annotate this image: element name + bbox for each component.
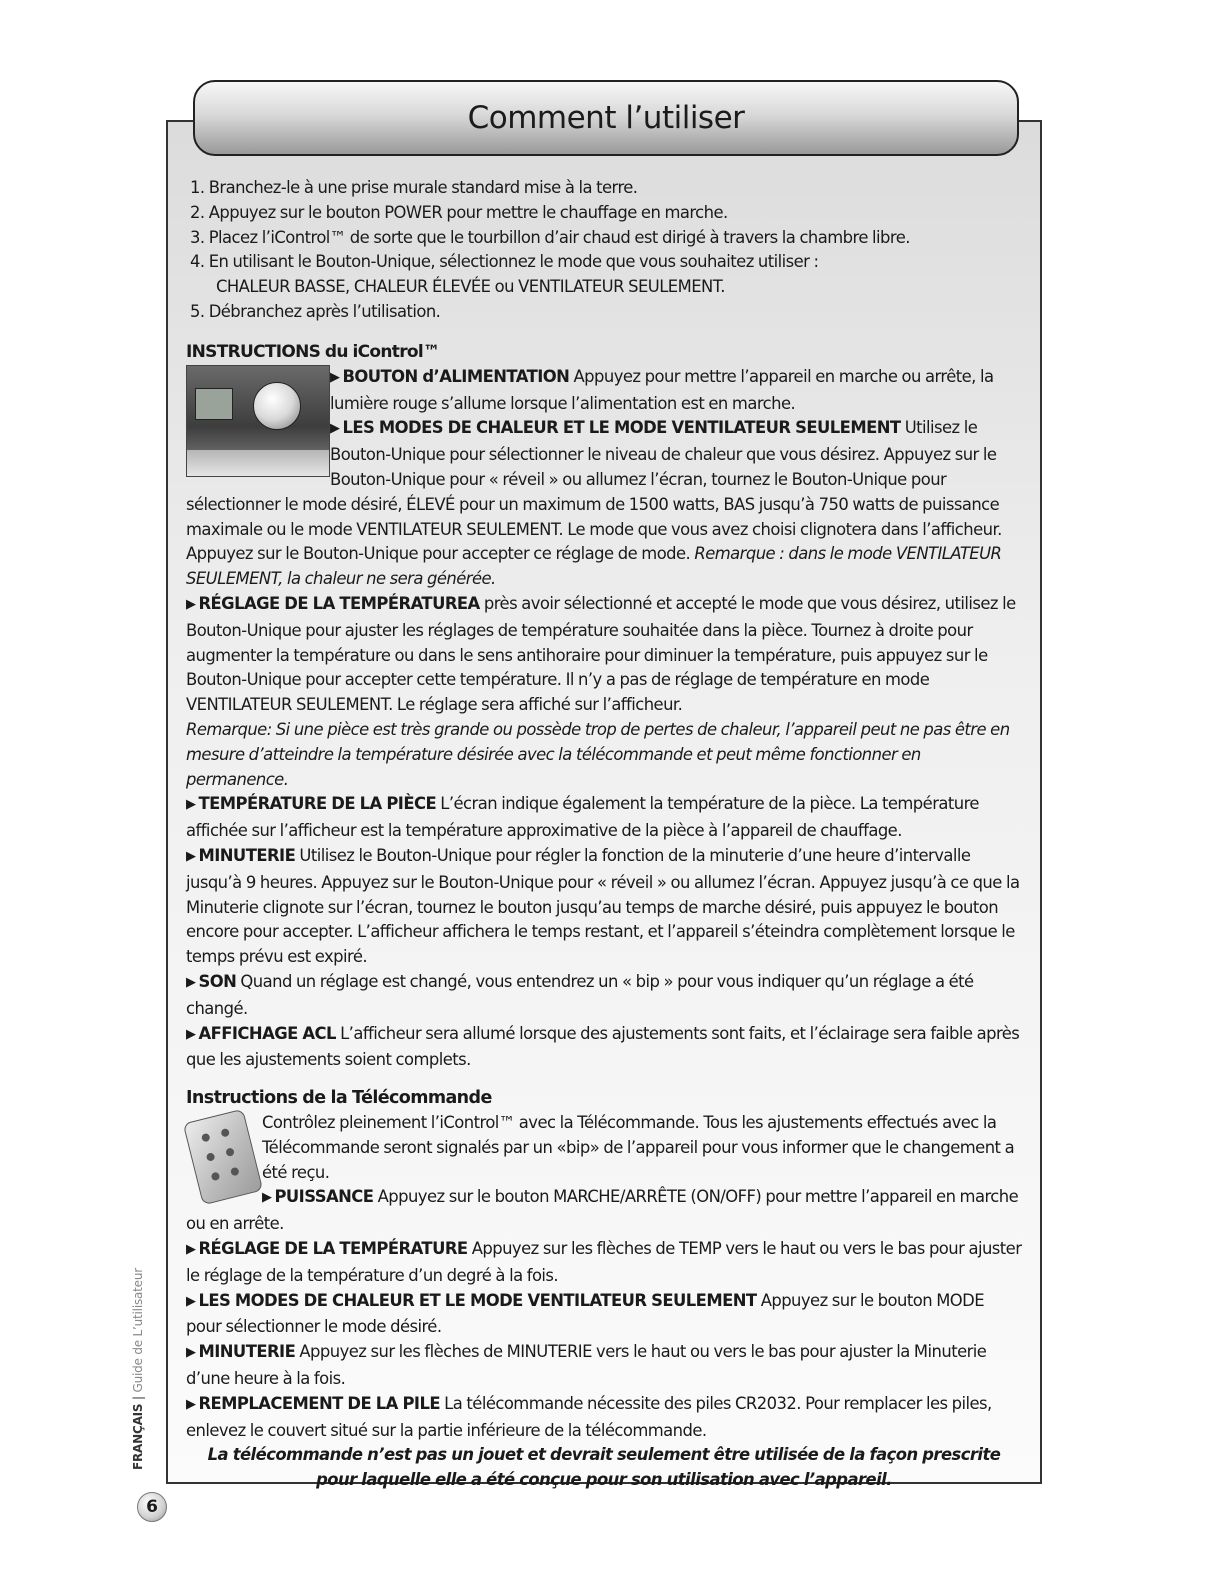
right-triangle-icon: ▶ bbox=[186, 974, 196, 990]
step-4-options: CHALEUR BASSE, CHALEUR ÉLEVÉE ou VENTILATEUR SEULEMENT. bbox=[216, 277, 725, 297]
right-triangle-icon: ▶ bbox=[186, 1242, 196, 1258]
temperature-setting-paragraph: ▶ RÉGLAGE DE LA TEMPÉRATUREA près avoir sélectionné et accepté le mode que vous désirez, utilisez le Bouton-Unique pour ajuster les réglages de température souhaitée dans la pièce. Tournez à droite pour augmenter la température ou dans le sens antihoraire pour diminuer la température, puis appuyez sur le Bouton-Unique pour accepter cette température. Il n’y a pas de réglage de température en mode VENTILATEUR SEULEMENT. Le réglage sera affiché sur l’afficheur. bbox=[186, 593, 1016, 715]
right-triangle-icon: ▶ bbox=[186, 797, 196, 813]
remote-button-icon bbox=[201, 1133, 211, 1143]
remote-intro: Contrôlez pleinement l’iControl™ avec la Télécommande. Tous les ajustements effectués avec la Télécommande seront signalés par un «bip» de l’appareil pour vous informer que le changement a été reçu. bbox=[262, 1113, 1015, 1182]
remote-power-paragraph: ▶ PUISSANCE Appuyez sur le bouton MARCHE/ARRÊTE (ON/OFF) pour mettre l’appareil en marche ou en arrête. bbox=[186, 1187, 1019, 1234]
right-triangle-icon: ▶ bbox=[330, 421, 340, 437]
list-item: 1. Branchez-le à une prise murale standard mise à la terre. bbox=[190, 178, 638, 197]
remote-button-icon bbox=[206, 1152, 216, 1162]
right-triangle-icon: ▶ bbox=[262, 1190, 272, 1206]
list-item: 3. Placez l’iControl™ de sorte que le tourbillon d’air chaud est dirigé à travers la chambre libre. bbox=[190, 227, 910, 247]
icontrol-heading: INSTRUCTIONS du iControl™ bbox=[186, 341, 440, 362]
remote-heading: Instructions de la Télécommande bbox=[186, 1088, 492, 1109]
icontrol-section bbox=[186, 365, 1022, 1073]
remote-button-icon bbox=[211, 1172, 221, 1182]
right-triangle-icon: ▶ bbox=[330, 369, 340, 385]
right-triangle-icon: ▶ bbox=[186, 596, 196, 612]
right-triangle-icon: ▶ bbox=[186, 1345, 196, 1361]
list-item: 2. Appuyez sur le bouton POWER pour mettre le chauffage en marche. bbox=[190, 202, 728, 222]
instructions-body bbox=[186, 176, 1022, 1493]
list-item: 5. Débranchez après l’utilisation. bbox=[190, 301, 441, 321]
remote-section bbox=[186, 1111, 1022, 1493]
remote-temperature-paragraph: ▶ RÉGLAGE DE LA TEMPÉRATURE Appuyez sur les flèches de TEMP vers le haut ou vers le bas pour ajuster le réglage de la température d’un degré à la fois. bbox=[186, 1239, 1022, 1285]
remote-button-icon bbox=[225, 1147, 235, 1157]
usage-steps bbox=[186, 176, 1022, 325]
panel-base bbox=[187, 450, 329, 476]
timer-paragraph: ▶ MINUTERIE Utilisez le Bouton-Unique pour régler la fonction de la minuterie d’une heure d’intervalle jusqu’à 9 heures. Appuyez sur le Bouton-Unique pour « réveil » ou allumez l’écran. Appuyez jusqu’à ce que la Minuterie clignote sur l’écran, tournez le bouton jusqu’au temps de marche désiré, puis appuyez le bouton encore pour accepter. L’afficheur affichera le temps restant, et l’appareil s’éteindra complètement lorsque le temps prévu est expiré. bbox=[186, 845, 1020, 967]
right-triangle-icon: ▶ bbox=[186, 1293, 196, 1309]
list-item: 4. En utilisant le Bouton-Unique, sélectionnez le mode que vous souhaitez utiliser : CHALEUR BASSE, CHALEUR ÉLEVÉE ou VENTILATEUR SEULEMENT. bbox=[190, 250, 1022, 300]
page-number: 6 bbox=[137, 1492, 167, 1522]
lcd-display-paragraph: ▶ AFFICHAGE ACL L’afficheur sera allumé lorsque des ajustements sont faits, et l’éclairage sera faible après que les ajustements soient complets. bbox=[186, 1023, 1020, 1070]
remote-modes-paragraph: ▶ LES MODES DE CHALEUR ET LE MODE VENTILATEUR SEULEMENT Appuyez sur le bouton MODE pour sélectionner le mode désiré. bbox=[186, 1290, 985, 1337]
room-temperature-paragraph: ▶ TEMPÉRATURE DE LA PIÈCE L’écran indique également la température de la pièce. La température affichée sur l’afficheur est la température approximative de la pièce à l’appareil de chauffage. bbox=[186, 794, 979, 841]
sound-paragraph: ▶ SON Quand un réglage est changé, vous entendrez un « bip » pour vous indiquer qu’un réglage a été changé. bbox=[186, 971, 974, 1018]
page-title: Comment l’utiliser bbox=[467, 100, 745, 136]
right-triangle-icon: ▶ bbox=[186, 1026, 196, 1042]
right-triangle-icon: ▶ bbox=[186, 848, 196, 864]
remote-control-image bbox=[186, 1111, 262, 1203]
temperature-note: Remarque: Si une pièce est très grande ou possède trop de pertes de chaleur, l’appareil peut ne pas être en mesure d’atteindre la température désirée avec la télécommande et peut même fonctionner en permanence. bbox=[186, 719, 1010, 789]
lcd-display-icon bbox=[195, 388, 233, 420]
title-banner bbox=[193, 80, 1019, 156]
remote-icon bbox=[183, 1109, 263, 1206]
heat-modes-paragraph: ▶ LES MODES DE CHALEUR ET LE MODE VENTILATEUR SEULEMENT Utilisez le Bouton-Unique pour sélectionner le niveau de chaleur que vous désirez. Appuyez sur le Bouton-Unique pour « réveil » ou allumez l’écran, tournez le Bouton-Unique pour sélectionner le mode désiré, ÉLEVÉ pour un maximum de 1500 watts, BAS jusqu’à 750 watts de puissance maximale ou le mode VENTILATEUR SEULEMENT. Le mode que vous avez choisi clignotera dans l’afficheur. Appuyez sur le Bouton-Unique pour accepter ce réglage de mode. Remarque : dans le mode VENTILATEUR SEULEMENT, la chaleur ne sera générée. bbox=[186, 418, 1002, 589]
safety-warning: La télécommande n’est pas un jouet et devrait seulement être utilisée de la façon prescrite pour laquelle elle a été conçue pour son utilisation avec l’appareil. bbox=[207, 1445, 1001, 1490]
side-running-header: FRANÇAIS | Guide de L’utilisateur bbox=[131, 1268, 145, 1470]
knob-icon bbox=[253, 382, 301, 430]
control-panel-image bbox=[186, 365, 330, 477]
battery-paragraph: ▶ REMPLACEMENT DE LA PILE La télécommande nécessite des piles CR2032. Pour remplacer les piles, enlevez le couvert situé sur la partie inférieure de la télécommande. bbox=[186, 1393, 992, 1440]
right-triangle-icon: ▶ bbox=[186, 1396, 196, 1412]
remote-button-icon bbox=[230, 1167, 240, 1177]
power-button-paragraph: ▶ BOUTON d’ALIMENTATION Appuyez pour mettre l’appareil en marche ou arrête, la lumière rouge s’allume lorsque l’alimentation est en marche. bbox=[330, 366, 994, 413]
remote-button-icon bbox=[220, 1128, 230, 1138]
remote-timer-paragraph: ▶ MINUTERIE Appuyez sur les flèches de MINUTERIE vers le haut ou vers le bas pour ajuster la Minuterie d’une heure à la fois. bbox=[186, 1342, 987, 1389]
